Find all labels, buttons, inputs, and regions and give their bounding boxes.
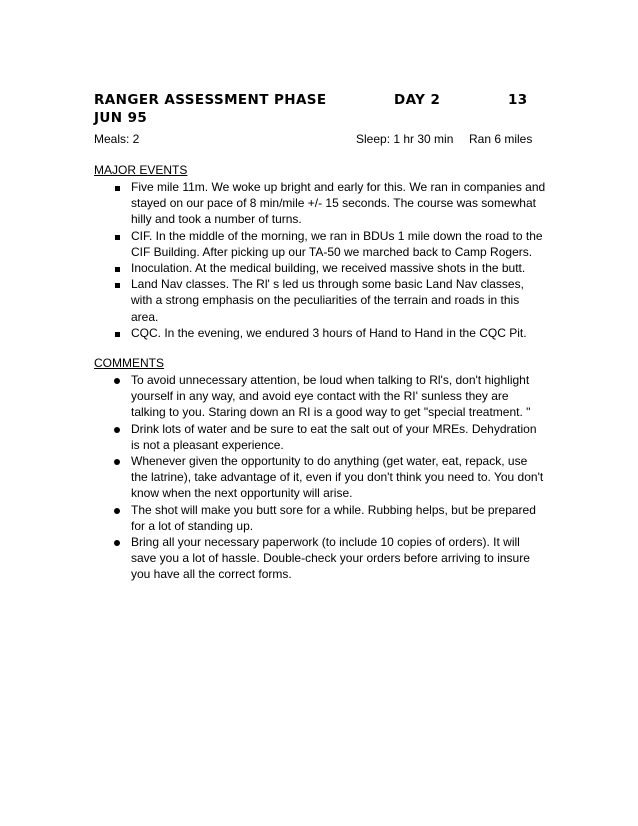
round-bullet-icon xyxy=(115,372,127,388)
list-item xyxy=(94,228,546,260)
round-bullet-icon xyxy=(115,502,127,518)
list-item xyxy=(94,372,546,421)
major-events-list xyxy=(94,179,546,341)
list-item-text: Land Nav classes. The Rl' s led us through some basic Land Nav classes, with a strong emphasis on the peculiarities of the terrain and roads in this area. xyxy=(131,277,524,324)
list-item xyxy=(94,534,546,583)
list-item-text: CQC. In the evening, we endured 3 hours of Hand to Hand in the CQC Pit. xyxy=(131,325,527,340)
document-title-row xyxy=(94,92,546,110)
meta-row xyxy=(94,130,546,148)
list-item xyxy=(94,179,546,228)
sleep-duration: Sleep: 1 hr 30 min xyxy=(356,132,454,146)
square-bullet-icon xyxy=(115,276,127,292)
round-bullet-icon xyxy=(115,453,127,469)
square-bullet-icon xyxy=(115,179,127,195)
list-item xyxy=(94,502,546,534)
list-item xyxy=(94,276,546,325)
list-item-text: CIF. In the middle of the morning, we ran in BDUs 1 mile down the road to the CIF Building. After picking up our TA-50 we marched back to Camp Rogers. xyxy=(131,228,543,259)
list-item-text: The shot will make you butt sore for a while. Rubbing helps, but be prepared for a lot of standing up. xyxy=(131,502,536,533)
document-title: RANGER ASSESSMENT PHASE xyxy=(94,92,327,108)
comments-list xyxy=(94,372,546,583)
round-bullet-icon xyxy=(115,534,127,550)
square-bullet-icon xyxy=(115,228,127,244)
comments-heading: COMMENTS xyxy=(94,356,164,371)
document-body xyxy=(94,92,546,583)
square-bullet-icon xyxy=(115,260,127,276)
list-item xyxy=(94,260,546,276)
list-item-text: Inoculation. At the medical building, we received massive shots in the butt. xyxy=(131,261,526,276)
list-item-text: Bring all your necessary paperwork (to include 10 copies of orders). It will save you a lot of hassle. Double-check your orders before arriving to insure you have all the correct forms. xyxy=(131,535,530,582)
list-item xyxy=(94,453,546,502)
round-bullet-icon xyxy=(115,421,127,437)
square-bullet-icon xyxy=(115,325,127,341)
day-label: DAY 2 xyxy=(394,92,441,108)
list-item-text: Five mile 11m. We woke up bright and early for this. We ran in companies and stayed on our pace of 8 min/mile +/- 15 seconds. The course was somewhat hilly and took a number of turns. xyxy=(131,180,546,227)
meals-count: Meals: 2 xyxy=(94,132,140,146)
date-day: 13 xyxy=(508,92,528,108)
list-item-text: Drink lots of water and be sure to eat the salt out of your MREs. Dehydration is not a pleasant experience. xyxy=(131,421,537,452)
run-distance: Ran 6 miles xyxy=(469,132,533,146)
list-item-text: Whenever given the opportunity to do anything (get water, eat, repack, use the latrine), take advantage of it, even if you don't think you need to. You don't know when the next opportunity will arise. xyxy=(131,454,544,501)
list-item-text: To avoid unnecessary attention, be loud when talking to Rl's, don't highlight yourself in any way, and avoid eye contact with the RI' sunless they are talking to you. Staring down an RI is a good way to get "special treatment. " xyxy=(131,373,531,420)
list-item xyxy=(94,325,546,341)
list-item xyxy=(94,421,546,453)
date-month-year: JUN 95 xyxy=(94,110,148,126)
major-events-heading: MAJOR EVENTS xyxy=(94,163,188,177)
